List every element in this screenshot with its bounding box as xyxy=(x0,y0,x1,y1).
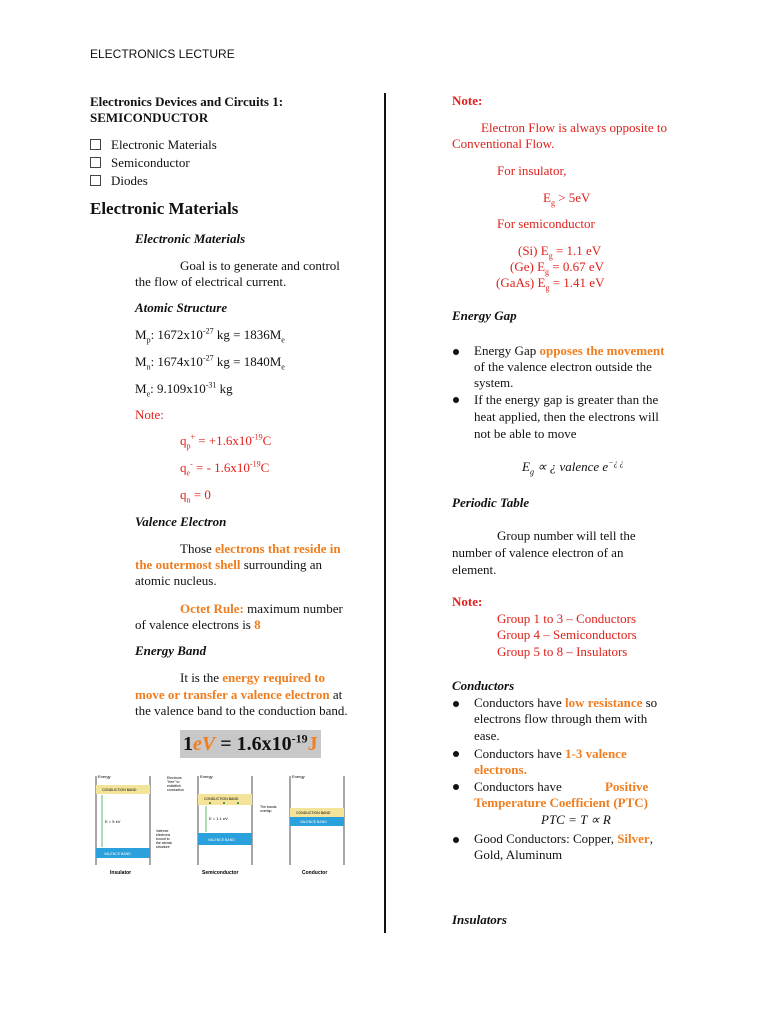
bullet-icon xyxy=(453,751,459,757)
semiconductor-panel xyxy=(198,774,277,876)
paragraph-line: For semiconductor xyxy=(497,216,595,231)
band-label: VALENCE BAND xyxy=(300,820,327,824)
paragraph-line: Octet Rule: maximum number xyxy=(180,601,343,616)
paragraph-line: Electron Flow is always opposite to xyxy=(481,120,667,135)
checkbox-icon xyxy=(90,175,101,186)
electron-mass: $M_e$: $9.109x10^{-31}$ kg xyxy=(135,380,233,399)
bullet-icon xyxy=(453,349,459,355)
paragraph-line: Those electrons that reside in xyxy=(180,541,341,556)
paragraph-line: the flow of electrical current. xyxy=(135,274,287,289)
paragraph-line: heat applied, then the electrons will xyxy=(474,409,659,424)
checklist-item: Semiconductor xyxy=(90,155,190,171)
group-line: Group 4 – Semiconductors xyxy=(497,627,637,642)
paragraph-line: atomic nucleus. xyxy=(135,573,217,588)
paragraph-line: of valence electrons is 8 xyxy=(135,617,261,632)
conductor-label: Conductor xyxy=(302,870,328,876)
semiconductor-label: Semiconductor xyxy=(202,870,239,876)
band-label: CONDUCTION BAND xyxy=(102,788,137,792)
column-divider xyxy=(384,93,386,933)
paragraph-line: Gold, Aluminum xyxy=(474,847,563,862)
insulator-label: Insulator xyxy=(110,870,132,876)
paragraph-line: It is the energy required to xyxy=(180,670,326,685)
svg-text:Electrons"free" toestablishcon: Electrons "free" to establish conduction xyxy=(167,776,184,792)
paragraph-line: number of valence electron of an xyxy=(452,545,624,560)
band-label: VALENCE BAND xyxy=(104,852,131,856)
subheading: Periodic Table xyxy=(452,495,530,510)
paragraph-line: Group number will tell the xyxy=(497,528,636,543)
energy-band-diagram xyxy=(90,770,360,878)
conductor-panel xyxy=(290,774,344,876)
paragraph-line: of the valence electron outside the xyxy=(474,359,652,374)
energy-axis-label: Energy xyxy=(200,774,213,779)
ptc-formula: PTC = T ∝ R xyxy=(541,812,611,827)
ge-gap: (Ge) $E_g = 0.67$ eV xyxy=(510,259,605,277)
doc-title-line1: Electronics Devices and Circuits 1: xyxy=(90,94,284,109)
gap-label: E = 5 eV xyxy=(105,819,121,824)
paragraph-line: system. xyxy=(474,375,514,390)
paragraph-line: Goal is to generate and control xyxy=(180,258,340,273)
subheading: Conductors xyxy=(452,678,515,693)
doc-title-line2: SEMICONDUCTOR xyxy=(90,110,209,125)
gap-proportion: $E_g$ ∝ ¿ valence e−¿ ¿ xyxy=(522,458,624,477)
checklist-item: Diodes xyxy=(90,173,148,189)
insulator-panel xyxy=(96,774,184,876)
paragraph-line: element. xyxy=(452,562,497,577)
group-line: Group 1 to 3 – Conductors xyxy=(497,611,637,626)
paragraph-line: move or transfer a valence electron at xyxy=(135,687,343,702)
proton-charge: $q_p^+ = +1.6x10^{-19}C$ xyxy=(180,432,272,451)
paragraph-line: For insulator, xyxy=(497,163,567,178)
group-line: Group 5 to 8 – Insulators xyxy=(497,644,628,659)
energy-axis-label: Energy xyxy=(292,774,305,779)
insulator-gap: $E_g > 5eV$ xyxy=(543,190,591,208)
checkbox-icon xyxy=(90,139,101,150)
subheading: Energy Gap xyxy=(452,308,517,323)
subheading: Atomic Structure xyxy=(135,300,228,315)
paragraph-line: electrons flow through them with xyxy=(474,711,648,726)
bullet-icon xyxy=(453,397,459,403)
bullet-icon xyxy=(453,701,459,707)
energy-axis-label: Energy xyxy=(98,774,111,779)
bullet-icon xyxy=(453,784,459,790)
paragraph-line: ease. xyxy=(474,728,500,743)
subheading: Valence Electron xyxy=(135,514,227,529)
si-gap: (Si) $E_g = 1.1$ eV xyxy=(518,243,602,261)
page-header: ELECTRONICS LECTURE xyxy=(90,47,235,61)
paragraph-line: electrons. xyxy=(474,762,527,777)
note-label: Note: xyxy=(135,407,164,422)
subheading: Insulators xyxy=(452,912,507,927)
note-label: Note: xyxy=(452,594,483,609)
paragraph-line: Conductors have low resistance so xyxy=(474,695,658,710)
subheading: Electronic Materials xyxy=(135,231,246,246)
paragraph-line: Temperature Coefficient (PTC) xyxy=(474,795,649,810)
proton-mass: $M_p$: $1672x10^{-27}$ kg = $1836M_e$ xyxy=(135,326,285,345)
bullet-icon xyxy=(453,837,459,843)
neutron-charge: $q_n = 0$ xyxy=(180,487,211,505)
electron-charge: $q_e^-$ = - $1.6x10^{-19}C$ xyxy=(180,459,270,478)
checkbox-icon xyxy=(90,157,101,168)
gap-label: E = 1.1 eV xyxy=(209,816,228,821)
ev-formula: $1eV = 1.6x10^{-19}J$ xyxy=(180,730,321,758)
paragraph-line: Conductors have 1-3 valence xyxy=(474,746,627,761)
band-label: VALENCE BAND xyxy=(208,838,235,842)
paragraph-line: the valence band to the conduction band. xyxy=(135,703,348,718)
band-label: CONDUCTION BAND xyxy=(204,797,239,801)
checklist-item: Electronic Materials xyxy=(90,137,217,153)
paragraph-line: not be able to move xyxy=(474,426,577,441)
gaas-gap: (GaAs) $E_g = 1.41$ eV xyxy=(496,275,605,293)
paragraph-line: Energy Gap opposes the movement xyxy=(474,343,665,358)
paragraph-line: Good Conductors: Copper, Silver, xyxy=(474,831,653,846)
band-label: CONDUCTION BAND xyxy=(296,811,331,815)
subheading: Energy Band xyxy=(135,643,207,658)
note-label: Note: xyxy=(452,93,483,108)
paragraph-line: If the energy gap is greater than the xyxy=(474,392,659,407)
paragraph-line: Conventional Flow. xyxy=(452,136,555,151)
neutron-mass: $M_n$: $1674x10^{-27}$ kg = $1840M_e$ xyxy=(135,353,285,372)
svg-text:The bandsoverlap: The bands overlap xyxy=(260,805,277,813)
svg-text:Valenceelectronsbound tothe at: Valence electrons bound to the atomic structure xyxy=(156,829,173,849)
paragraph-line: Conductors have Positive xyxy=(474,779,649,794)
section-heading: Electronic Materials xyxy=(90,199,239,218)
paragraph-line: the outermost shell surrounding an xyxy=(135,557,323,572)
